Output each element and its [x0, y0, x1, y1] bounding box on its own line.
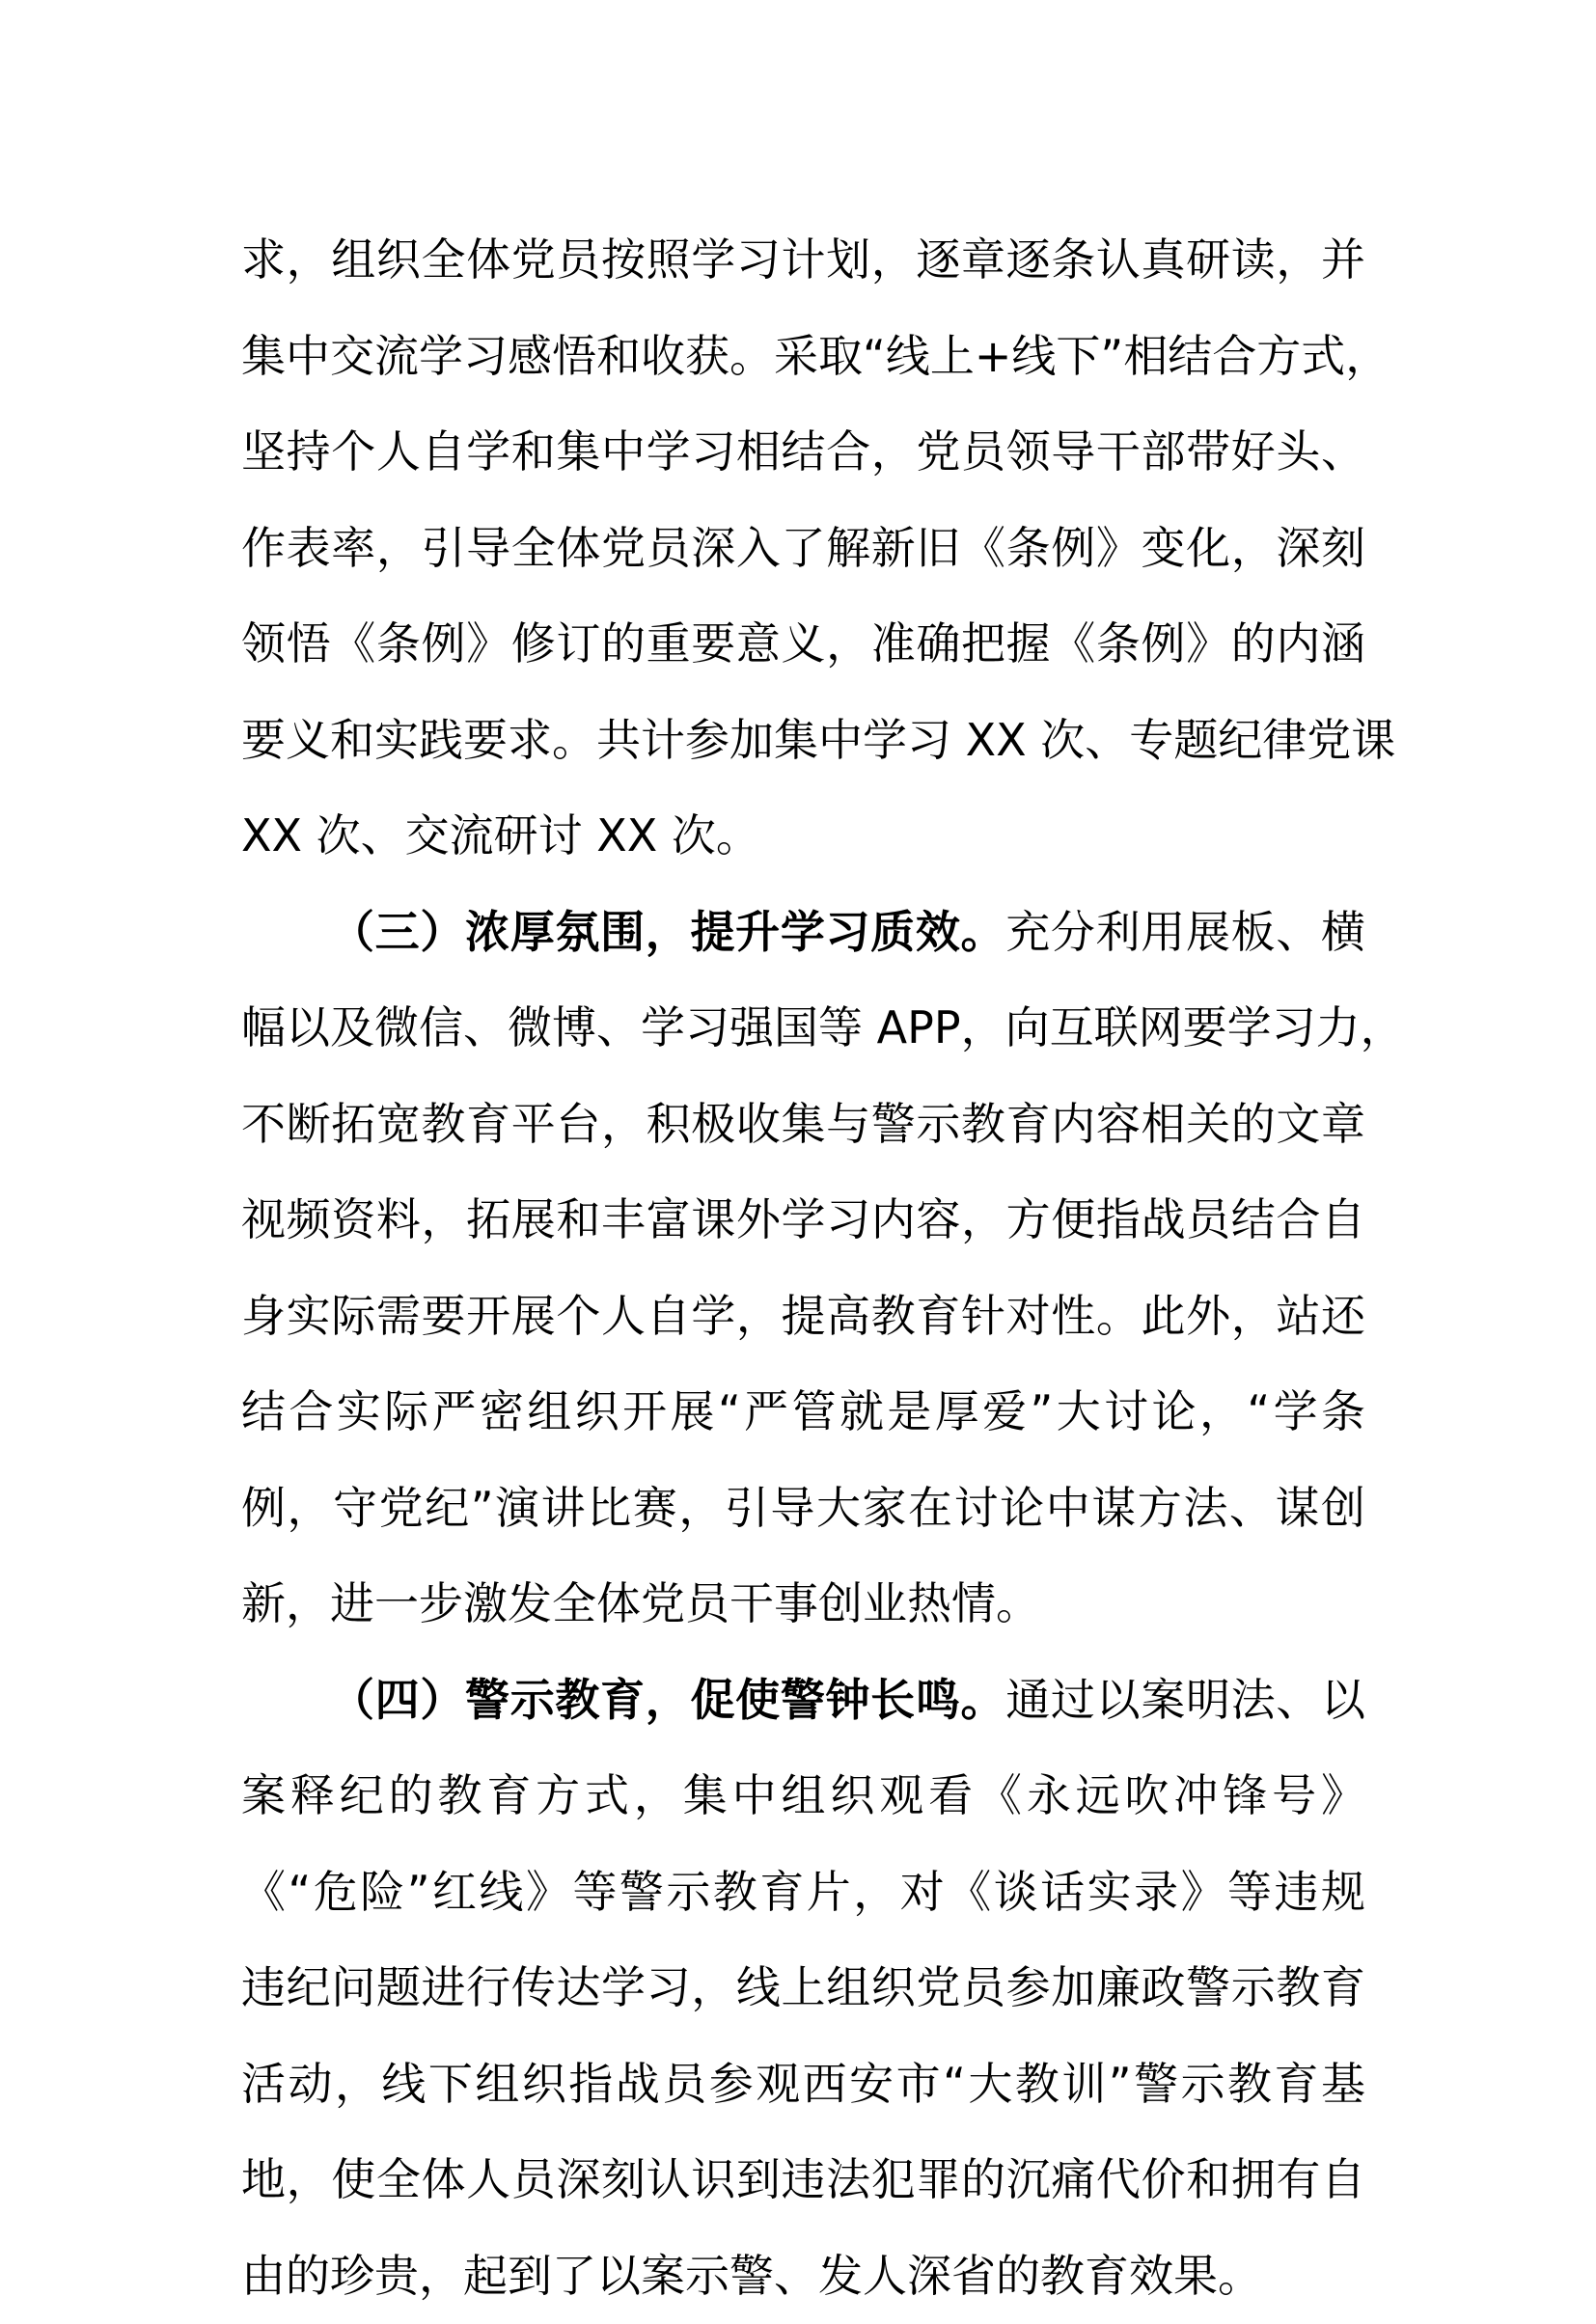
- paragraph-line: 作表率，引导全体党员深入了解新旧《条例》变化，深刻: [241, 501, 1365, 597]
- section-3-first-line-text: 充分利用展板、横: [1005, 906, 1365, 958]
- paragraph-line: 身实际需要开展个人自学，提高教育针对性。此外，站还: [241, 1269, 1365, 1365]
- paragraph-line: 地，使全体人员深刻认识到违法犯罪的沉痛代价和拥有自: [241, 2132, 1365, 2228]
- section-3-heading: （三）浓厚氛围，提升学习质效。: [330, 906, 1005, 958]
- paragraph-line: 例，守党纪”演讲比赛，引导大家在讨论中谋方法、谋创: [241, 1461, 1365, 1557]
- paragraph-line: 幅以及微信、微博、学习强国等 APP，向互联网要学习力，: [241, 980, 1365, 1077]
- paragraph-line: 结合实际严密组织开展“严管就是厚爱”大讨论，“学条: [241, 1364, 1365, 1461]
- paragraph-line: 活动，线下组织指战员参观西安市“大教训”警示教育基: [241, 2037, 1365, 2133]
- section-4-heading: （四）警示教育，促使警钟长鸣。: [330, 1674, 1005, 1726]
- document-body: [241, 212, 1365, 2324]
- paragraph-line: 集中交流学习感悟和收获。采取“线上+线下”相结合方式，: [241, 309, 1365, 405]
- paragraph-line: 领悟《条例》修订的重要意义，准确把握《条例》的内涵: [241, 596, 1365, 693]
- paragraph-line: 由的珍贵，起到了以案示警、发人深省的教育效果。: [241, 2228, 1365, 2324]
- paragraph-line: 《“危险”红线》等警示教育片，对《谈话实录》等违规: [241, 1845, 1365, 1941]
- paragraph-line: 违纪问题进行传达学习，线上组织党员参加廉政警示教育: [241, 1940, 1365, 2037]
- paragraph-line: 求，组织全体党员按照学习计划，逐章逐条认真研读，并: [241, 212, 1365, 309]
- paragraph-line: 不断拓宽教育平台，积极收集与警示教育内容相关的文章: [241, 1077, 1365, 1173]
- section-4-first-line: [241, 1653, 1365, 1749]
- paragraph-line: 新，进一步激发全体党员干事创业热情。: [241, 1556, 1365, 1653]
- paragraph-line: 案释纪的教育方式，集中组织观看《永远吹冲锋号》: [241, 1748, 1365, 1845]
- section-4-first-line-text: 通过以案明法、以: [1005, 1674, 1365, 1726]
- paragraph-line: 视频资料，拓展和丰富课外学习内容，方便指战员结合自: [241, 1172, 1365, 1269]
- section-3-first-line: [241, 885, 1365, 981]
- paragraph-line: 要义和实践要求。共计参加集中学习 XX 次、专题纪律党课: [241, 693, 1365, 789]
- paragraph-line: 坚持个人自学和集中学习相结合，党员领导干部带好头、: [241, 404, 1365, 501]
- paragraph-line: XX 次、交流研讨 XX 次。: [241, 788, 1365, 885]
